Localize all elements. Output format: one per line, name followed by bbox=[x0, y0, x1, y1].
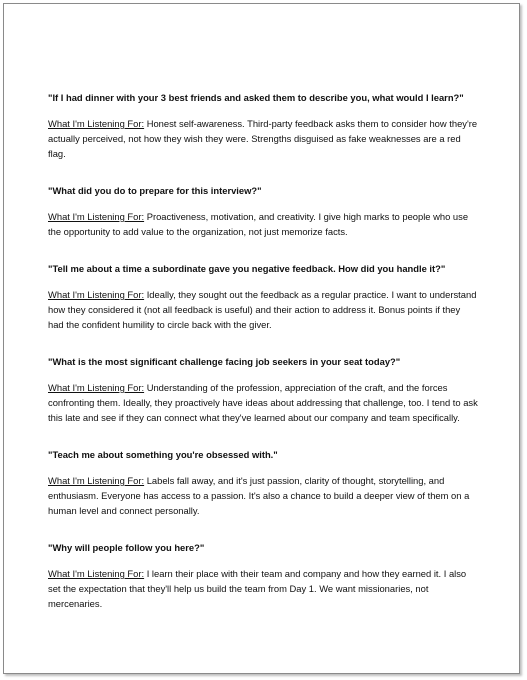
answer-text: Understanding of the profession, appreciation of the craft, and the forces confronting them. Ideally, they proactively have ideas about addressing that challenge, too. I tend to ask this late and see if they can connect what they've learned about our company and team specifically. bbox=[48, 382, 478, 423]
answer-label: What I'm Listening For: bbox=[48, 289, 145, 300]
answer-2 bbox=[48, 209, 478, 239]
answer-6 bbox=[48, 566, 478, 611]
answer-text: Ideally, they sought out the feedback as a regular practice. I want to understand how they considered it (not all feedback is useful) and their action to address it. Bonus points if they had the confident humility to circle back with the giver. bbox=[48, 289, 477, 330]
qa-item-4 bbox=[48, 355, 478, 425]
document-content bbox=[48, 91, 478, 634]
qa-item-5 bbox=[48, 448, 478, 518]
answer-label: What I'm Listening For: bbox=[48, 568, 145, 579]
answer-text: Proactiveness, motivation, and creativity. I give high marks to people who use the opportunity to add value to the organization, not just memorize facts. bbox=[48, 211, 469, 237]
question-3: "Tell me about a time a subordinate gave you negative feedback. How did you handle it?" bbox=[48, 263, 446, 274]
document-page bbox=[3, 3, 520, 674]
answer-1 bbox=[48, 116, 478, 161]
answer-label: What I'm Listening For: bbox=[48, 382, 145, 393]
answer-3 bbox=[48, 287, 478, 332]
answer-text: I learn their place with their team and company and how they earned it. I also set the expectation that they'll help us build the team from Day 1. We want missionaries, not mercenaries. bbox=[48, 568, 467, 609]
answer-label: What I'm Listening For: bbox=[48, 475, 145, 486]
qa-item-3 bbox=[48, 262, 478, 332]
answer-text: Labels fall away, and it's just passion, clarity of thought, storytelling, and enthusiasm. Everyone has access to a passion. It's also a chance to build a deeper view of them on a human level and connect personally. bbox=[48, 475, 470, 516]
question-4: "What is the most significant challenge facing job seekers in your seat today?" bbox=[48, 356, 401, 367]
answer-text: Honest self-awareness. Third-party feedback asks them to consider how they're actually perceived, not how they wish they were. Strengths disguised as fake weaknesses are a red flag. bbox=[48, 118, 478, 159]
question-6: "Why will people follow you here?" bbox=[48, 542, 205, 553]
question-2: "What did you do to prepare for this interview?" bbox=[48, 185, 262, 196]
answer-5 bbox=[48, 473, 478, 518]
question-5: "Teach me about something you're obsessed with." bbox=[48, 449, 278, 460]
qa-item-2 bbox=[48, 184, 478, 239]
answer-label: What I'm Listening For: bbox=[48, 118, 145, 129]
answer-4 bbox=[48, 380, 478, 425]
answer-label: What I'm Listening For: bbox=[48, 211, 145, 222]
qa-item-1 bbox=[48, 91, 478, 161]
qa-item-6 bbox=[48, 541, 478, 611]
question-1: "If I had dinner with your 3 best friends and asked them to describe you, what would I learn?" bbox=[48, 92, 464, 103]
